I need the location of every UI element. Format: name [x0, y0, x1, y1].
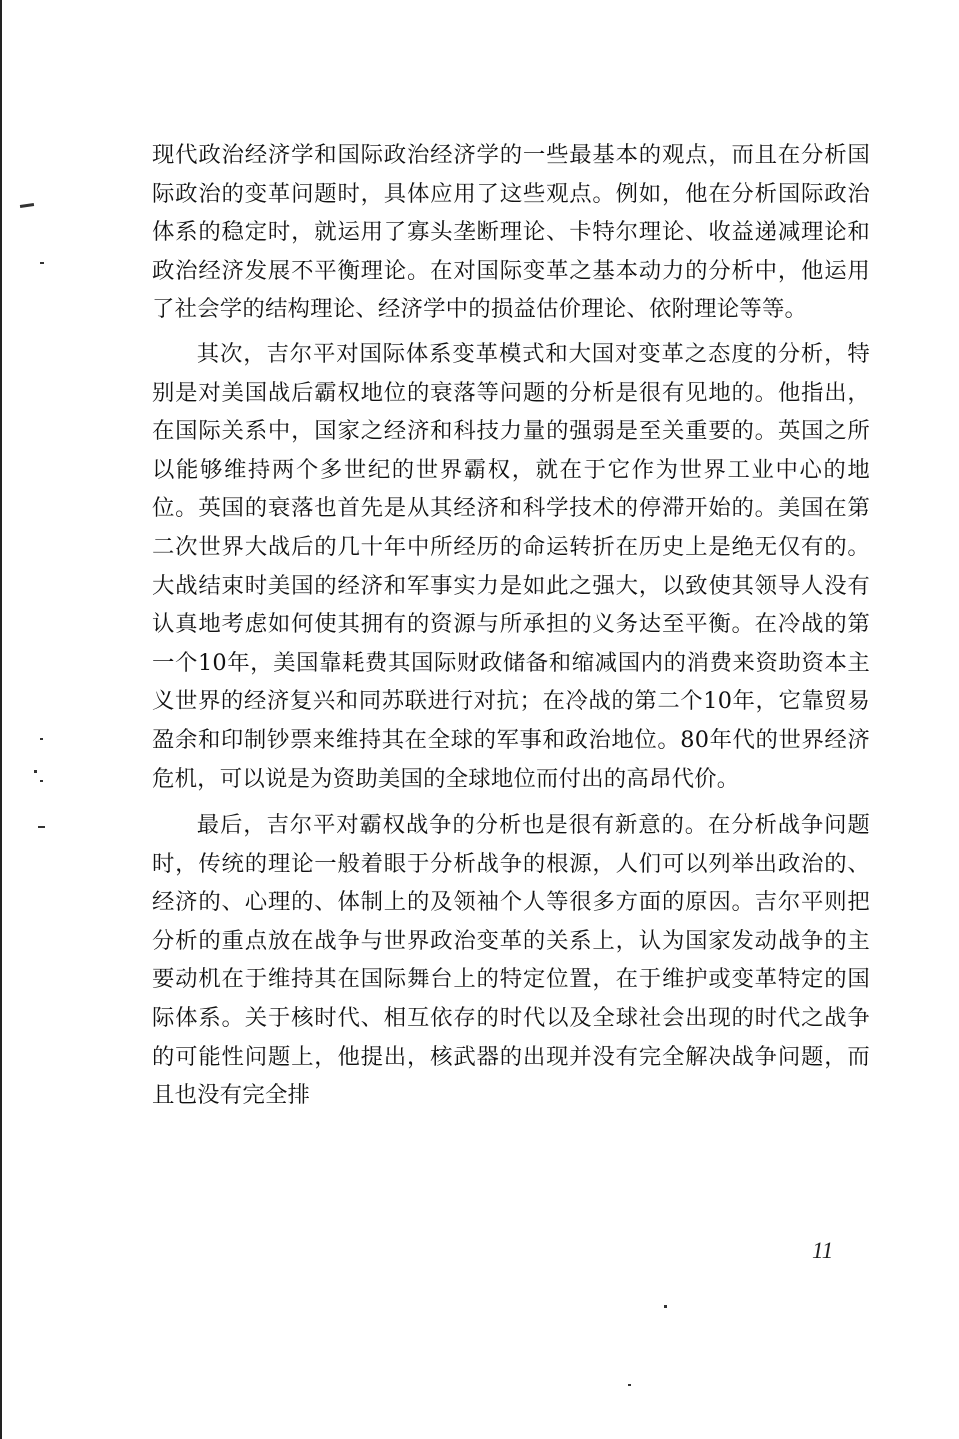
body-text: [152, 136, 870, 1115]
scan-mark: [628, 1384, 631, 1386]
page-number: 11: [812, 1238, 834, 1263]
scan-mark: [664, 1305, 667, 1308]
paragraph-2: 其次，吉尔平对国际体系变革模式和大国对变革之态度的分析，特别是对美国战后霸权地位的衰落等问题的分析是很有见地的。他指出，在国际关系中，国家之经济和科技力量的强弱是至关重要的。英国之所以能够维持两个多世纪的世界霸权，就在于它作为世界工业中心的地位。英国的衰落也首先是从其经济和科学技术的停滞开始的。美国在第二次世界大战后的几十年中所经历的命运转折在历史上是绝无仅有的。大战结束时美国的经济和军事实力是如此之强大，以致使其领导人没有认真地考虑如何使其拥有的资源与所承担的义务达至平衡。在冷战的第一个10年，美国靠耗费其国际财政储备和缩减国内的消费来资助资本主义世界的经济复兴和同苏联进行对抗；在冷战的第二个10年，它靠贸易盈余和印制钞票来维持其在全球的军事和政治地位。80年代的世界经济危机，可以说是为资助美国的全球地位而付出的高昂代价。: [152, 340, 870, 792]
scan-mark: [40, 780, 43, 782]
scan-mark: [38, 826, 45, 828]
scan-mark: [34, 770, 37, 773]
scan-mark: [20, 203, 34, 208]
paragraph-1: 现代政治经济学和国际政治经济学的一些最基本的观点，而且在分析国际政治的变革问题时，具体应用了这些观点。例如，他在分析国际政治体系的稳定时，就运用了寡头垄断理论、卡特尔理论、收益递减理论和政治经济发展不平衡理论。在对国际变革之基本动力的分析中，他运用了社会学的结构理论、经济学中的损益估价理论、依附理论等等。: [152, 142, 870, 323]
paragraph-3: 最后，吉尔平对霸权战争的分析也是很有新意的。在分析战争问题时，传统的理论一般着眼于分析战争的根源，人们可以列举出政治的、经济的、心理的、体制上的及领袖个人等很多方面的原因。吉尔平则把分析的重点放在战争与世界政治变革的关系上，认为国家发动战争的主要动机在于维持其在国际舞台上的特定位置，在于维护或变革特定的国际体系。关于核时代、相互依存的时代以及全球社会出现的时代之战争的可能性问题上，他提出，核武器的出现并没有完全解决战争问题，而且也没有完全排: [152, 812, 870, 1109]
page-left-edge: [0, 0, 2, 1439]
scan-mark: [40, 262, 44, 264]
scan-mark: [40, 738, 43, 740]
